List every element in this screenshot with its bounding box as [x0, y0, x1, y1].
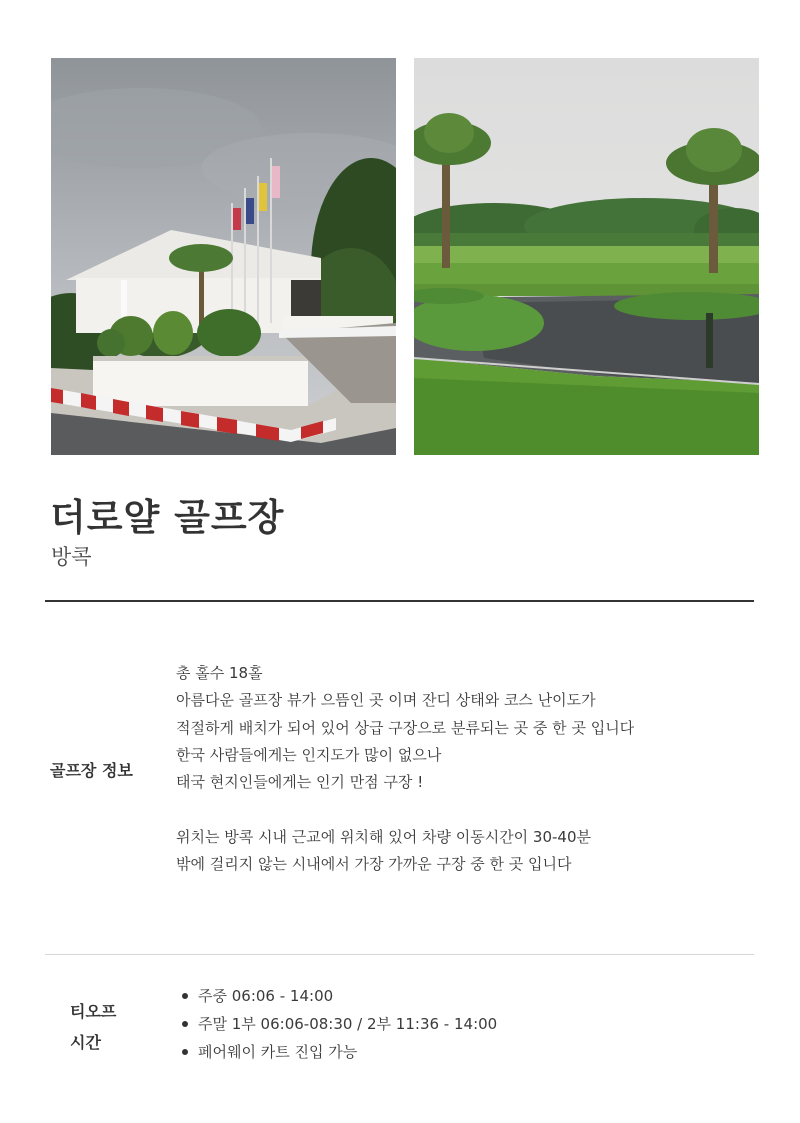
course-info-line: 밖에 걸리지 않는 시내에서 가장 가까운 구장 중 한 곳 입니다: [176, 855, 572, 874]
tee-time-item-text: 주중 06:06 - 14:00: [198, 987, 334, 1005]
tee-time-item: [182, 982, 497, 1010]
tee-time-list: [182, 982, 497, 1066]
course-info-label: 골프장 정보: [50, 761, 133, 780]
tee-time-label-line: 시간: [70, 1033, 101, 1052]
course-info-line: 한국 사람들에게는 인지도가 많이 없으나: [176, 745, 442, 764]
tee-time-label-line: 티오프: [70, 1002, 117, 1021]
tee-time-item-text: 주말 1부 06:06-08:30 / 2부 11:36 - 14:00: [198, 1015, 498, 1033]
course-pond-photo: [414, 58, 759, 455]
course-info-line: 적절하게 배치가 되어 있어 상급 구장으로 분류되는 곳 중 한 곳 입니다: [176, 718, 635, 737]
course-location: 방콕: [51, 545, 92, 569]
tee-time-item-text: 페어웨이 카트 진입 가능: [198, 1043, 358, 1061]
course-info-line: 총 홀수 18홀: [176, 664, 263, 682]
course-info-line: [176, 796, 634, 823]
course-info-line: 태국 현지인들에게는 인기 만점 구장 !: [176, 773, 424, 792]
section-divider: [45, 954, 754, 955]
bullet-icon: [182, 993, 188, 999]
title-divider: [45, 600, 754, 602]
tee-time-label: [70, 996, 130, 1058]
course-title: 더로얄 골프장: [50, 496, 285, 539]
course-info-line: 위치는 방콕 시내 근교에 위치해 있어 차량 이동시간이 30-40분: [176, 827, 592, 846]
bullet-icon: [182, 1021, 188, 1027]
clubhouse-photo: [51, 58, 396, 455]
bullet-icon: [182, 1049, 188, 1055]
course-info-line: 아름다운 골프장 뷰가 으뜸인 곳 이며 잔디 상태와 코스 난이도가: [176, 691, 596, 710]
tee-time-item: [182, 1038, 497, 1066]
course-info-text: [176, 660, 634, 878]
tee-time-item: [182, 1010, 497, 1038]
